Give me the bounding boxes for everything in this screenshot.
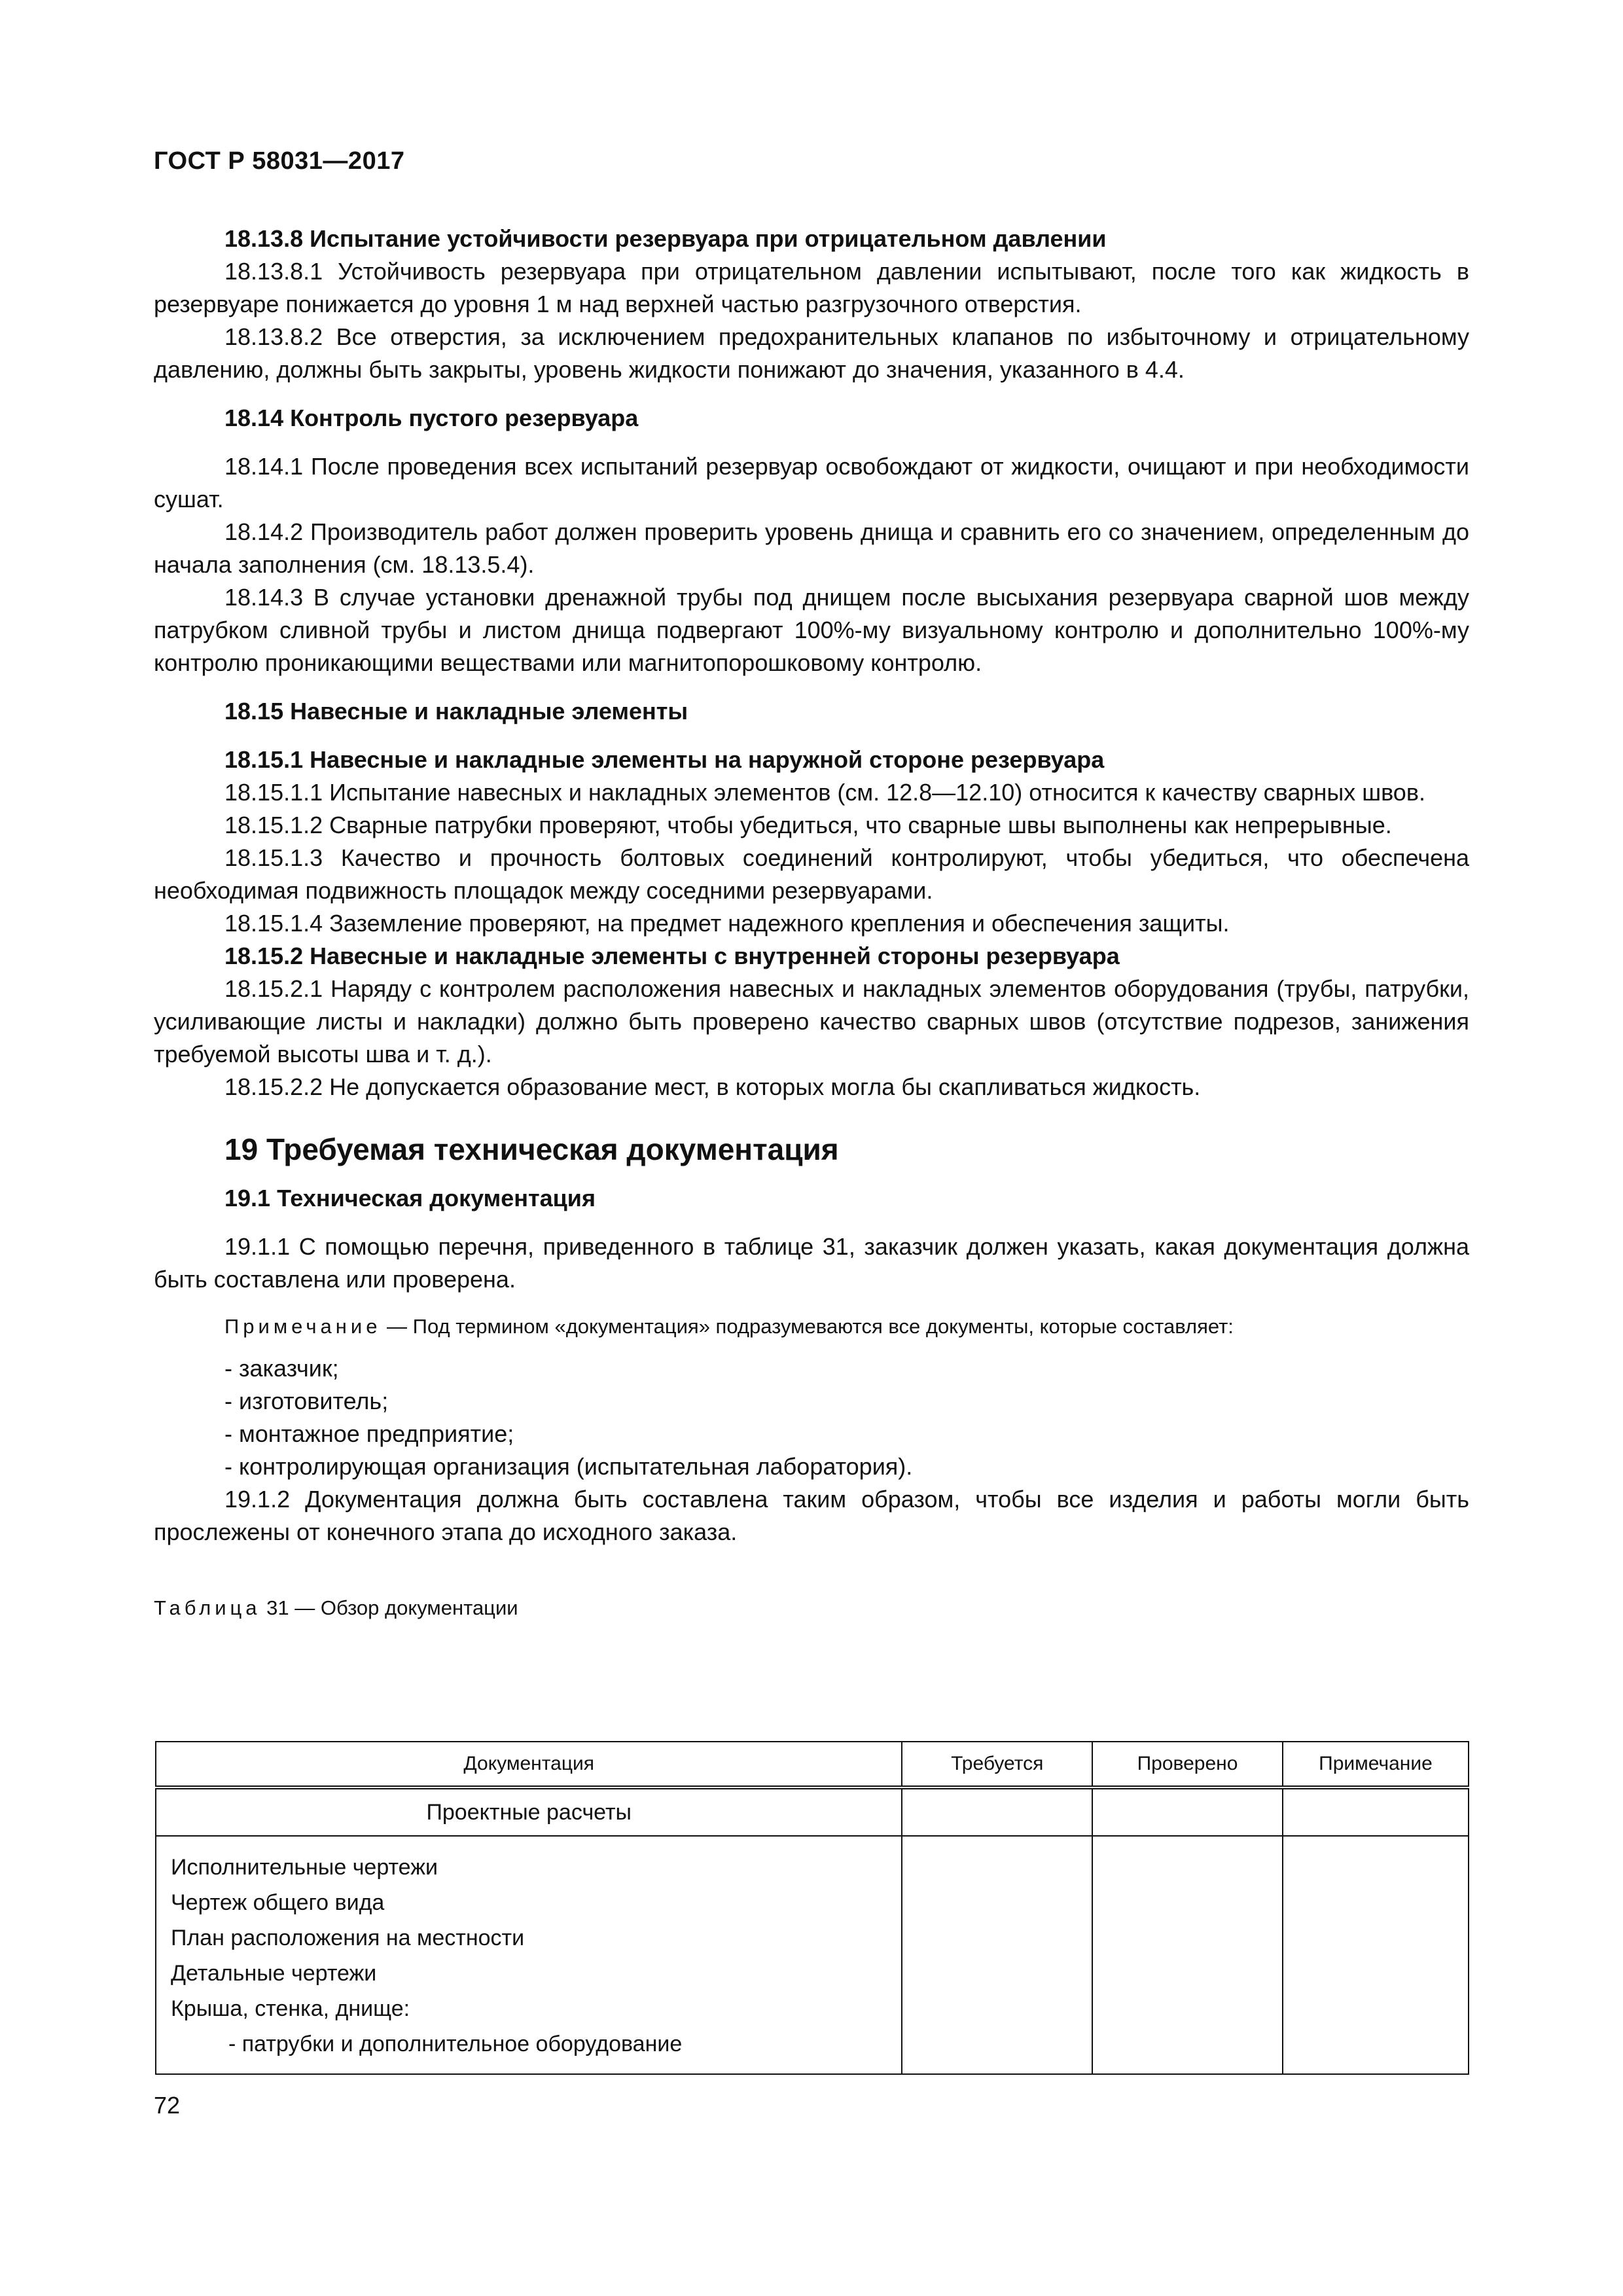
paragraph-18-13-8-2: 18.13.8.2 Все отверстия, за исключением предохранительных клапанов по избыточному и отрицательному давлению, должны быть закрыты, уровень жидкости понижают до значения, указанного в 4.4. — [154, 323, 1469, 383]
table-cell-empty — [902, 1836, 1092, 2074]
paragraph-18-14-2: 18.14.2 Производитель работ должен проверить уровень днища и сравнить его со значением, определенным до начала заполнения (см. 18.13.5.4). — [154, 518, 1469, 578]
heading-18-13-8: 18.13.8 Испытание устойчивости резервуара при отрицательном давлении — [224, 225, 1107, 252]
table-cell-empty — [1283, 1787, 1469, 1836]
paragraph-18-15-2-1: 18.15.2.1 Наряду с контролем расположения навесных и накладных элементов оборудования (трубы, патрубки, усиливающие листы и накладки) должно быть проверено качество сварных швов (отсутствие подрезов, занижения требуемой высоты шва и т. д.). — [154, 975, 1469, 1067]
heading-19-1: 19.1 Техническая документация — [224, 1185, 596, 1211]
column-header-required: Требуется — [902, 1742, 1092, 1787]
documentation-table — [155, 1741, 1469, 2075]
table-item: Детальные чертежи — [171, 1961, 377, 1986]
column-header-note: Примечание — [1283, 1742, 1469, 1787]
table-caption-label: Таблица — [154, 1596, 261, 1619]
paragraph-18-14-3: 18.14.3 В случае установки дренажной трубы под днищем после высыхания резервуара сварной шов между патрубком сливной трубы и листом днища подвергают 100%-му визуальному контролю и дополнительно 100%-му контролю проникающими веществами или магнитопорошковому контролю. — [154, 584, 1469, 676]
paragraph-18-15-1-1: 18.15.1.1 Испытание навесных и накладных элементов (см. 12.8—12.10) относится к качеству сварных швов. — [224, 779, 1425, 806]
table-cell-empty — [1283, 1836, 1469, 2074]
table-item: План расположения на местности — [171, 1926, 525, 1950]
heading-18-15-2: 18.15.2 Навесные и накладные элементы с внутренней стороны резервуара — [224, 942, 1120, 969]
list-item: - заказчик; — [224, 1355, 339, 1382]
table-caption-text: 31 — Обзор документации — [260, 1596, 518, 1619]
table-header-row — [156, 1742, 1469, 1787]
paragraph-18-15-2-2: 18.15.2.2 Не допускается образование мест, в которых могла бы скапливаться жидкость. — [224, 1073, 1201, 1100]
table-caption — [154, 1593, 1469, 1623]
paragraph-18-15-1-4: 18.15.1.4 Заземление проверяют, на предмет надежного крепления и обеспечения защиты. — [224, 910, 1230, 937]
table-cell-empty — [1092, 1787, 1283, 1836]
table-item: Крыша, стенка, днище: — [171, 1996, 410, 2021]
paragraph-18-14-1: 18.14.1 После проведения всех испытаний резервуар освобождают от жидкости, очищают и при необходимости сушат. — [154, 453, 1469, 512]
table-cell-empty — [1092, 1836, 1283, 2074]
column-header-documentation: Документация — [156, 1742, 902, 1787]
note-label: Примечание — [224, 1315, 382, 1338]
document-header: ГОСТ Р 58031—2017 — [154, 147, 405, 175]
paragraph-18-15-1-2: 18.15.1.2 Сварные патрубки проверяют, чтобы убедиться, что сварные швы выполнены как непрерывные. — [224, 812, 1392, 838]
table-cell-project-calculations: Проектные расчеты — [156, 1787, 902, 1836]
note-text: — Под термином «документация» подразумеваются все документы, которые составляет: — [381, 1315, 1234, 1338]
list-item: - изготовитель; — [224, 1388, 389, 1414]
paragraph-18-15-1-3: 18.15.1.3 Качество и прочность болтовых соединений контролируют, чтобы убедиться, что обеспечена необходимая подвижность площадок между соседними резервуарами. — [154, 844, 1469, 904]
note — [154, 1312, 1469, 1342]
heading-18-15-1: 18.15.1 Навесные и накладные элементы на наружной стороне резервуара — [224, 746, 1105, 773]
table-cell-empty — [902, 1787, 1092, 1836]
heading-19: 19 Требуемая техническая документация — [224, 1132, 839, 1166]
heading-18-15: 18.15 Навесные и накладные элементы — [224, 698, 688, 725]
list-item: - контролирующая организация (испытательная лаборатория). — [224, 1453, 913, 1480]
table-item: Исполнительные чертежи — [171, 1855, 438, 1880]
column-header-checked: Проверено — [1092, 1742, 1283, 1787]
table-sub-item: - патрубки и дополнительное оборудование — [228, 2032, 683, 2056]
table-row — [156, 1836, 1469, 2074]
document-body — [154, 223, 1469, 1623]
list-item: - монтажное предприятие; — [224, 1420, 514, 1447]
documentation-list — [154, 1352, 1469, 1483]
table-item: Чертеж общего вида — [171, 1890, 385, 1915]
page-number: 72 — [154, 2092, 181, 2119]
heading-18-14: 18.14 Контроль пустого резервуара — [224, 404, 639, 431]
paragraph-19-1-1: 19.1.1 С помощью перечня, приведенного в таблице 31, заказчик должен указать, какая документация должна быть составлена или проверена. — [154, 1233, 1469, 1293]
table-row — [156, 1787, 1469, 1836]
table-cell-drawings — [156, 1836, 902, 2074]
paragraph-18-13-8-1: 18.13.8.1 Устойчивость резервуара при отрицательном давлении испытывают, после того как жидкость в резервуаре понижается до уровня 1 м над верхней частью разгрузочного отверстия. — [154, 258, 1469, 317]
paragraph-19-1-2: 19.1.2 Документация должна быть составлена таким образом, чтобы все изделия и работы могли быть прослежены от конечного этапа до исходного заказа. — [154, 1486, 1469, 1545]
